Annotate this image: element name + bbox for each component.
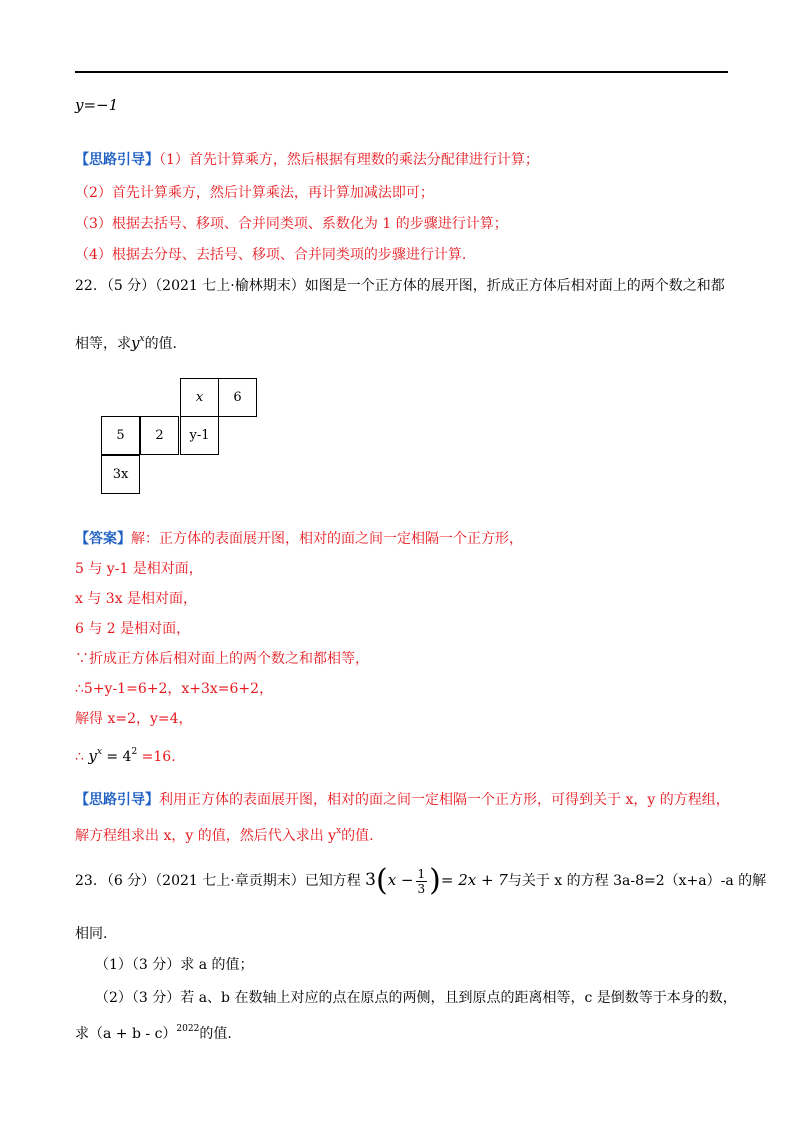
hint-line-3: （3）根据去括号、移项、合并同类项、系数化为 1 的步骤进行计算； [75, 216, 508, 232]
q22-line-1: 22．（5 分）（2021 七上·榆林期末）如图是一个正方体的展开图，折成正方体后相对面上的两个数之和都 [75, 278, 725, 294]
net-cell-6: 6 [218, 378, 257, 417]
hint2-label: 【思路引导】 [75, 792, 159, 808]
net-cell-3x: 3x [101, 455, 140, 494]
answer-line-1: 【答案】解：正方体的表面展开图，相对的面之间一定相隔一个正方形， [75, 531, 523, 547]
net-cell-x: x [180, 378, 219, 417]
net-cell-5: 5 [101, 416, 140, 455]
answer-line-2: 5 与 y-1 是相对面， [75, 561, 203, 577]
hint2-line-1: 【思路引导】利用正方体的表面展开图，相对的面之间一定相隔一个正方形，可得到关于 x，y 的方程组， [75, 792, 730, 808]
top-answer: y=−1 [75, 96, 119, 114]
q23-line-1: 23．（6 分）（2021 七上·章贡期末）已知方程 3(x − $\frac{1}{3}$ )= 2x + 7与关于 x 的方程 3a-8=2（x+a）-a 的解 [75, 863, 767, 898]
answer-line-3: x 与 3x 是相对面， [75, 591, 198, 607]
answer-line-7: 解得 x=2，y=4， [75, 711, 193, 727]
q23-line-2: 相同. [75, 926, 108, 942]
net-cell-y-minus-1: y-1 [180, 416, 219, 455]
answer-line-4: 6 与 2 是相对面， [75, 621, 191, 637]
answer-final: ∴ $y^x = 4^2 =16$. [75, 747, 176, 765]
answer-line-5: ∵折成正方体后相对面上的两个数之和都相等， [75, 651, 369, 667]
hint-line-1: 【思路引导】（1）首先计算乘方，然后根据有理数的乘法分配律进行计算； [75, 152, 539, 168]
q23-sub-1: （1）（3 分）求 a 的值； [95, 957, 254, 973]
q22-line-2: 相等，求$y^x$的值. [75, 334, 178, 352]
hint2-line-2: 解方程组求出 x，y 的值，然后代入求出 $y^x$的值. [75, 826, 374, 844]
hint-line-4: （4）根据去分母、去括号、移项、合并同类项的步骤进行计算. [75, 247, 467, 263]
net-cell-2: 2 [140, 416, 179, 455]
hint-label: 【思路引导】 [75, 152, 159, 168]
q23-sub-3: 求$(a + b - c)^{2022}$的值. [75, 1024, 232, 1042]
answer-line-6: ∴5+y-1=6+2，x+3x=6+2， [75, 681, 274, 697]
header-rule [75, 71, 728, 73]
answer-label: 【答案】 [75, 531, 131, 547]
hint-line-2: （2）首先计算乘方，然后计算乘法，再计算加减法即可； [75, 185, 434, 201]
left-paren: ( [375, 863, 388, 898]
q23-sub-2: （2）（3 分）若 a、b 在数轴上对应的点在原点的两侧，且到原点的距离相等，c 是倒数等于本身的数， [95, 990, 737, 1006]
right-paren: ) [429, 863, 441, 898]
fraction: $\frac{1}{3}$ [417, 866, 426, 896]
